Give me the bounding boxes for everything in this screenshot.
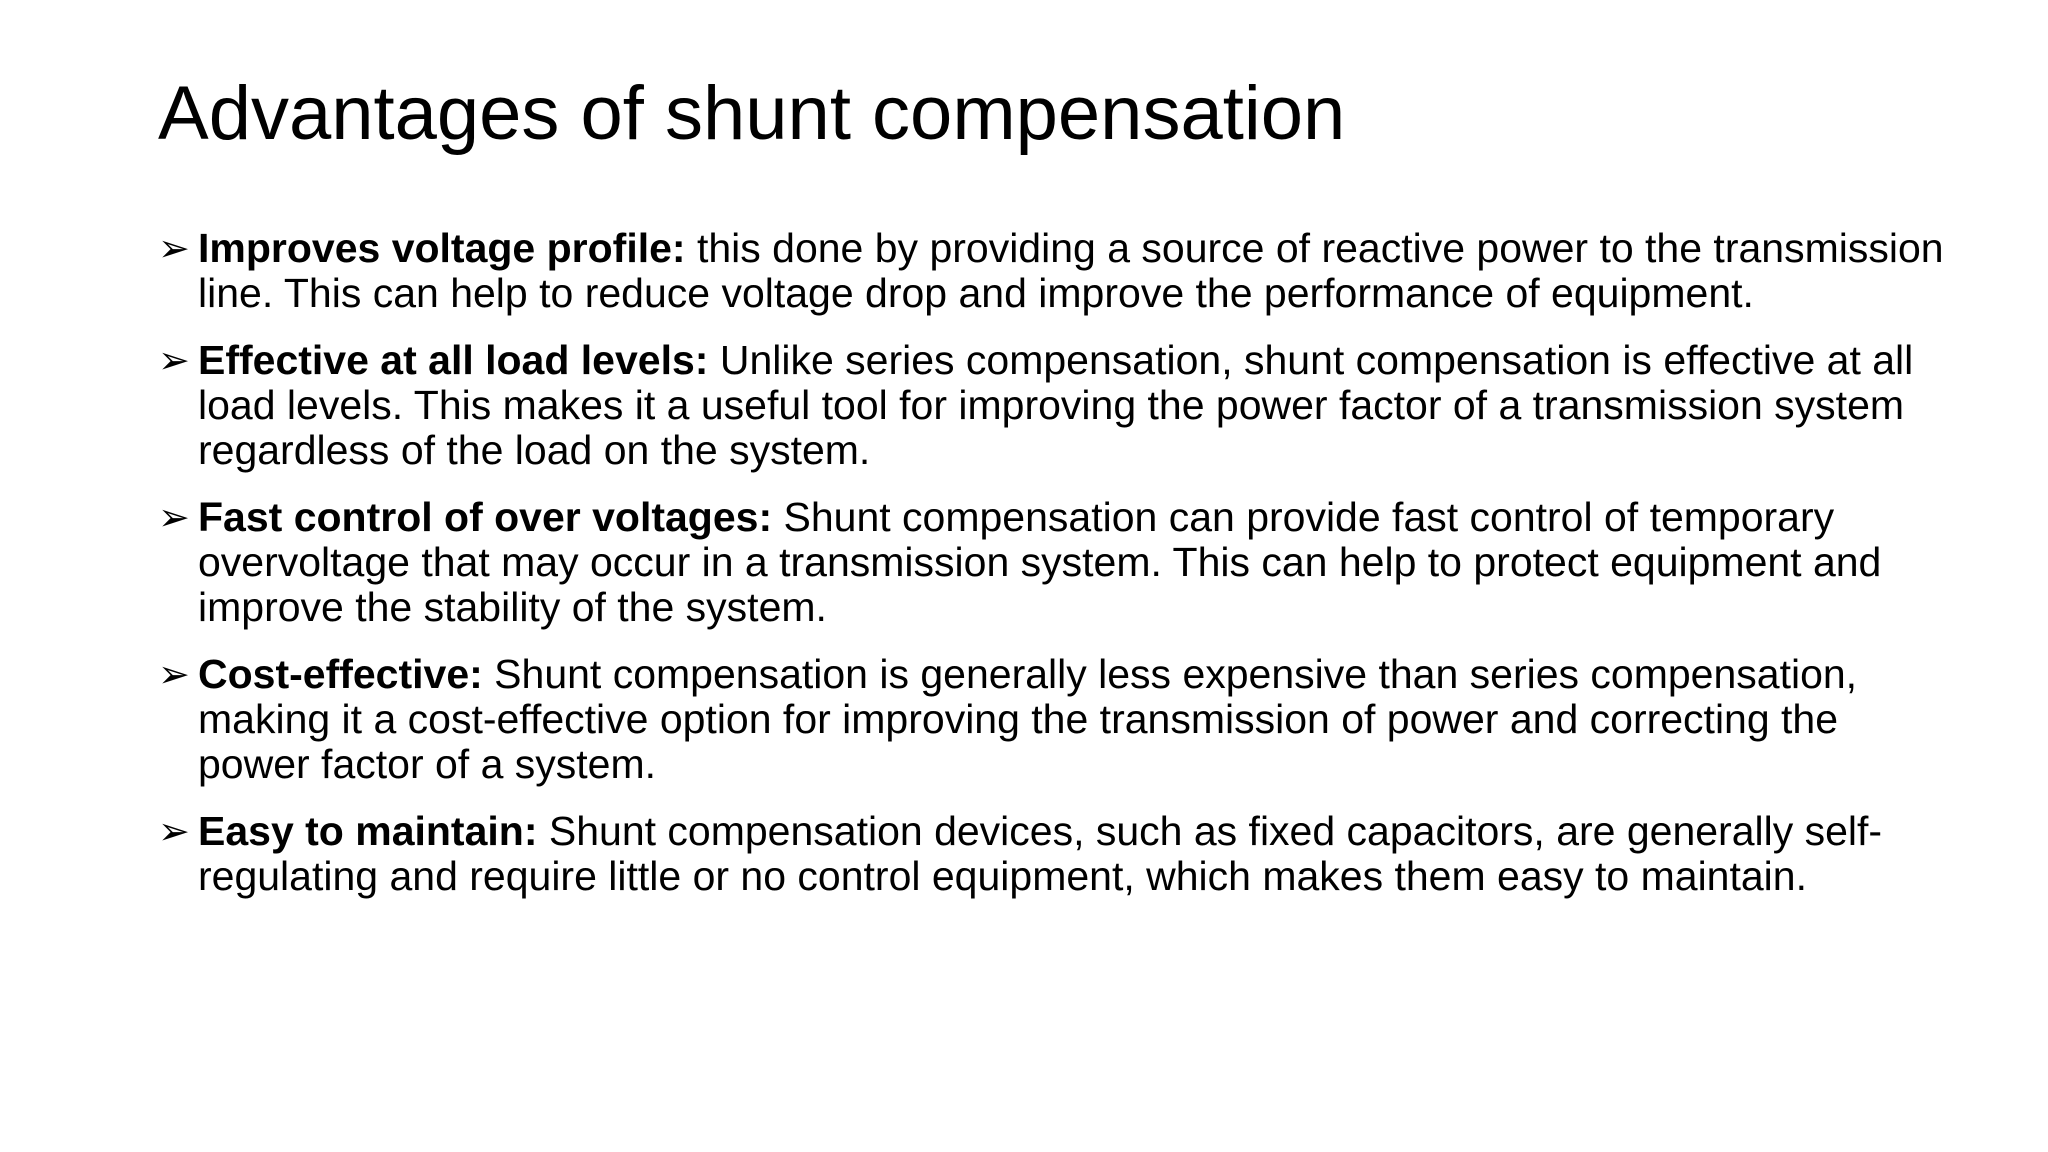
arrow-bullet-icon: ➢ [158, 809, 190, 853]
bullet-text: Shunt compensation is generally less expensive than series compensation, making it a cost-effective option for improving the transmission of power and correcting the power factor of a system. [198, 651, 1858, 787]
bullet-text: Unlike series compensation, shunt compensation is effective at all load levels. This makes it a useful tool for improving the power factor of a transmission system regardless of the load on the system. [198, 337, 1914, 473]
bullet-heading: Fast control of over voltages: [198, 494, 773, 540]
bullet-text: Shunt compensation can provide fast control of temporary overvoltage that may occur in a transmission system. This can help to protect equipment and improve the stability of the system. [198, 494, 1882, 630]
bullet-item [158, 495, 1958, 630]
arrow-bullet-icon: ➢ [158, 495, 190, 539]
bullet-heading: Easy to maintain: [198, 808, 538, 854]
slide-title: Advantages of shunt compensation [158, 71, 1346, 156]
arrow-bullet-icon: ➢ [158, 226, 190, 270]
bullet-item [158, 226, 1958, 316]
bullet-text: Shunt compensation devices, such as fixed capacitors, are generally self-regulating and require little or no control equipment, which makes them easy to maintain. [198, 808, 1883, 899]
arrow-bullet-icon: ➢ [158, 652, 190, 696]
bullet-heading: Cost-effective: [198, 651, 483, 697]
bullet-heading: Effective at all load levels: [198, 337, 709, 383]
bullet-item [158, 338, 1958, 473]
arrow-bullet-icon: ➢ [158, 338, 190, 382]
bullet-item [158, 652, 1958, 787]
bullet-text: this done by providing a source of reactive power to the transmission line. This can help to reduce voltage drop and improve the performance of equipment. [198, 225, 1944, 316]
bullet-list [158, 226, 1958, 921]
bullet-heading: Improves voltage profile: [198, 225, 686, 271]
bullet-item [158, 809, 1958, 899]
